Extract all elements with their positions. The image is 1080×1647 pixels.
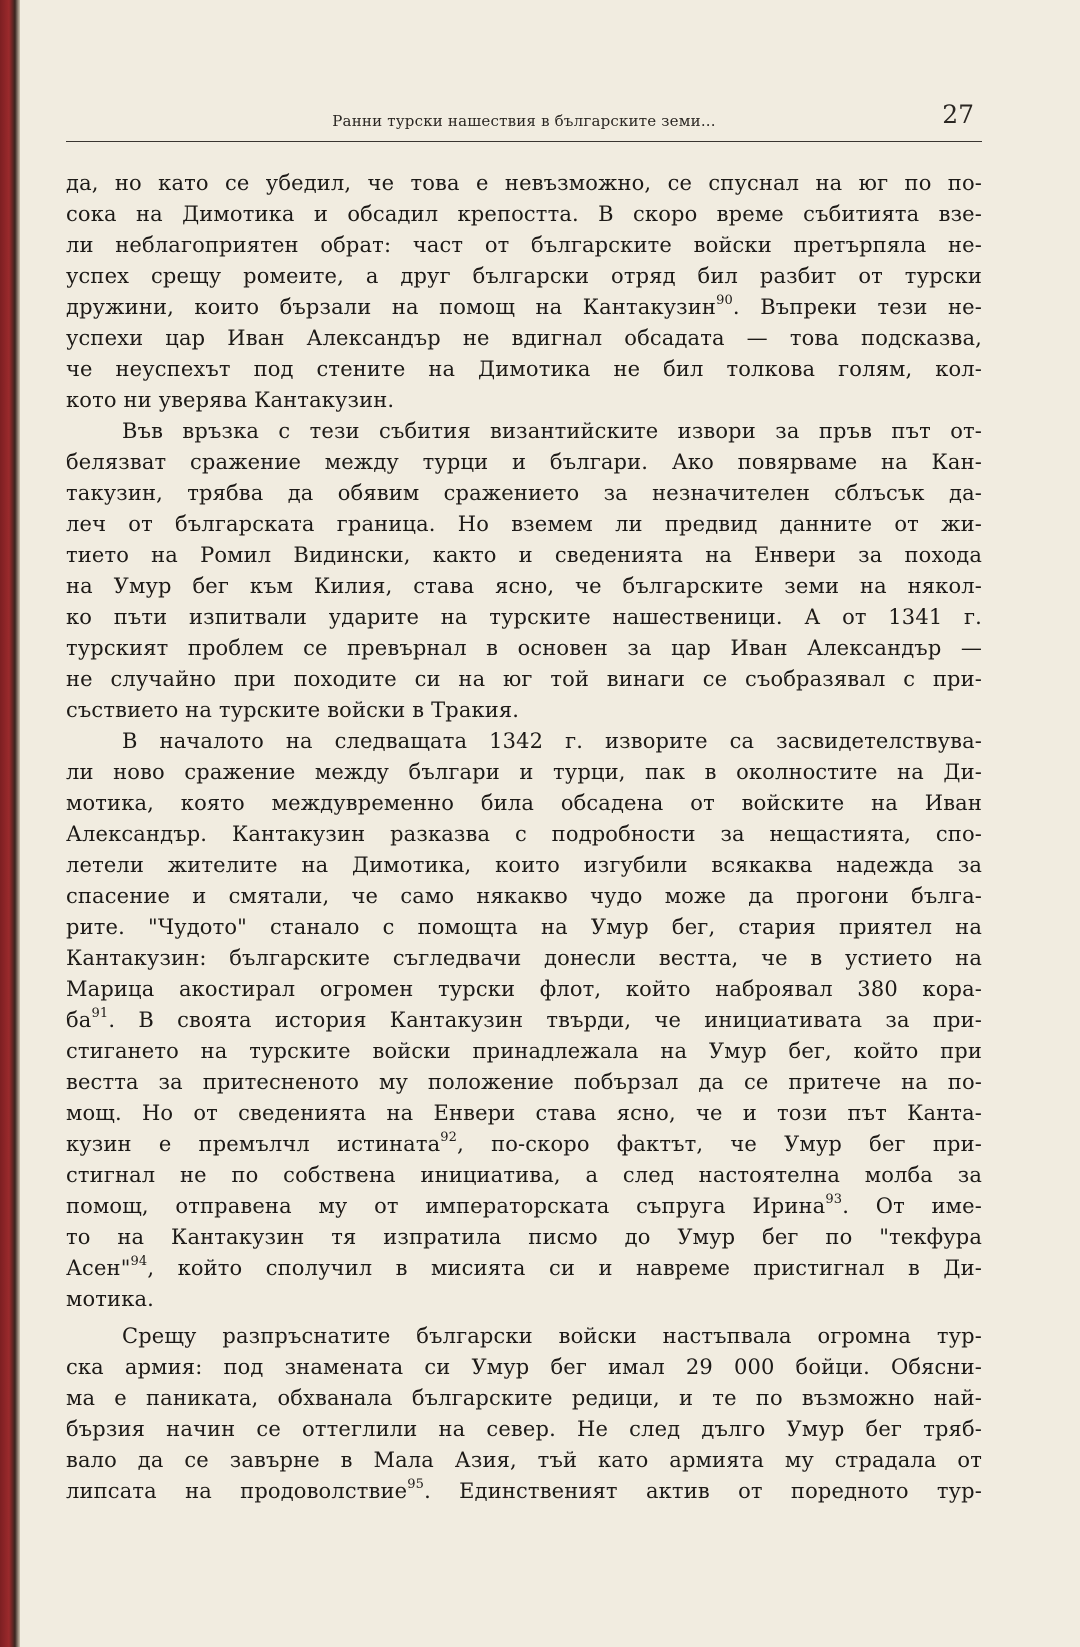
running-title: Ранни турски нашествия в българските земи... bbox=[332, 112, 716, 130]
body-text bbox=[66, 168, 982, 1507]
text-line: леч от българската граница. Но вземем ли предвид данните от жи- bbox=[66, 512, 982, 536]
paragraph-1 bbox=[66, 168, 982, 416]
paragraph-2 bbox=[66, 416, 982, 726]
text-line: вестта за притесненото му положение побързал да се притече на по- bbox=[66, 1070, 982, 1094]
text-line: Марица акостирал огромен турски флот, който наброявал 380 кора- bbox=[66, 977, 982, 1001]
footnote-ref: 95 bbox=[407, 1477, 425, 1492]
text-line: успех срещу ромеите, а друг български отряд бил разбит от турски bbox=[66, 264, 982, 288]
text-line: че неуспехът под стените на Димотика не бил толкова голям, кол- bbox=[66, 357, 982, 381]
text-line: $ба^{91}$. В своята история Кантакузин твърди, че инициативата за при- bbox=[66, 1006, 982, 1032]
text-line: ли ново сражение между българи и турци, пак в околностите на Ди- bbox=[66, 760, 982, 784]
text-line: белязват сражение между турци и българи. Ако повярваме на Кан- bbox=[66, 450, 982, 474]
text-line: ма е паниката, обхванала българските редици, и те по възможно най- bbox=[66, 1386, 982, 1410]
footnote-ref: 92 bbox=[440, 1130, 458, 1145]
text-line: дружини, които бързали на помощ на Кантакузин$^{90}$. Въпреки тези не- bbox=[66, 293, 983, 319]
text-line: липсата на продоволствие$^{95}$. Единственият актив от поредното тур- bbox=[66, 1477, 982, 1503]
text-line: турският проблем се превърнал в основен за цар Иван Александър — bbox=[66, 636, 982, 660]
page-number: 27 bbox=[942, 100, 974, 129]
text-line: не случайно при походите си на юг той винаги се съобразявал с при- bbox=[66, 667, 982, 691]
text-line: такузин, трябва да обявим сражението за незначителен сблъсък да- bbox=[66, 481, 982, 505]
text-line: Кантакузин: българските съгледвачи донесли вестта, че в устието на bbox=[66, 946, 982, 970]
text-line: то на Кантакузин тя изпратила писмо до Умур бег по "текфура bbox=[66, 1225, 982, 1249]
text-line: тието на Ромил Видински, както и сведенията на Енвери за похода bbox=[66, 543, 982, 567]
text-line: на Умур бег към Килия, става ясно, че българските земи на някол- bbox=[66, 574, 982, 598]
text-line: кузин е премълчл истината$^{92}$, по-скоро фактът, че Умур бег при- bbox=[66, 1130, 982, 1156]
text-line: ска армия: под знамената си Умур бег имал 29 000 бойци. Обясни- bbox=[66, 1355, 982, 1379]
footnote-ref: 91 bbox=[91, 1006, 109, 1021]
text-line: Александър. Кантакузин разказва с подробности за нещастията, спо- bbox=[66, 822, 982, 846]
paragraph-3 bbox=[66, 726, 982, 1315]
paragraph-4 bbox=[66, 1321, 982, 1507]
text-line: летели жителите на Димотика, които изгубили всякаква надежда за bbox=[66, 853, 982, 877]
text-line: успехи цар Иван Александър не вдигнал обсадата — това подсказва, bbox=[66, 326, 982, 350]
text-line: Асен"$^{94}$, който сполучил в мисията си и навреме пристигнал в Ди- bbox=[66, 1254, 982, 1280]
text-line: стигнал не по собствена инициатива, а след настоятелна молба за bbox=[66, 1163, 982, 1187]
text-line: ко пъти изпитвали ударите на турските нашественици. А от 1341 г. bbox=[66, 605, 982, 629]
text-line: бързия начин се оттеглили на север. Не след дълго Умур бег тряб- bbox=[66, 1417, 982, 1441]
text-line: кото ни уверява Кантакузин. bbox=[66, 388, 395, 412]
footnote-ref: 94 bbox=[130, 1254, 148, 1269]
text-line: Във връзка с тези събития византийските извори за пръв път от- bbox=[122, 419, 982, 443]
text-line: вало да се завърне в Мала Азия, тъй като армията му страдала от bbox=[66, 1448, 982, 1472]
text-line: рите. "Чудото" станало с помощта на Умур бег, стария приятел на bbox=[66, 915, 982, 939]
text-line: стигането на турските войски принадлежала на Умур бег, който при bbox=[66, 1039, 982, 1063]
text-line: съствието на турските войски в Тракия. bbox=[66, 698, 520, 722]
text-line: сока на Димотика и обсадил крепостта. В скоро време събитията взе- bbox=[66, 202, 982, 226]
text-line: Срещу разпръснатите български войски настъпвала огромна тур- bbox=[122, 1324, 982, 1348]
text-line: помощ, отправена му от императорската съпруга Ирина$^{93}$. От име- bbox=[66, 1192, 982, 1218]
text-line: В началото на следващата 1342 г. изворите са засвидетелствува- bbox=[122, 729, 982, 753]
text-line: ли неблагоприятен обрат: част от българските войски претърпяла не- bbox=[66, 233, 982, 257]
text-line: спасение и смятали, че само някакво чудо може да прогони бълга- bbox=[66, 884, 982, 908]
footnote-ref: 93 bbox=[825, 1192, 843, 1207]
text-line: мотика, която междувременно била обсадена от войските на Иван bbox=[66, 791, 982, 815]
running-head bbox=[66, 96, 982, 146]
book-spine-edge bbox=[0, 0, 20, 1647]
text-line: да, но като се убедил, че това е невъзможно, се спуснал на юг по по- bbox=[66, 171, 982, 195]
header-rule bbox=[66, 141, 982, 142]
book-page bbox=[66, 0, 982, 1647]
text-line: мощ. Но от сведенията на Енвери става ясно, че и този път Канта- bbox=[66, 1101, 982, 1125]
text-line: мотика. bbox=[66, 1287, 154, 1311]
footnote-ref: 90 bbox=[716, 293, 733, 308]
